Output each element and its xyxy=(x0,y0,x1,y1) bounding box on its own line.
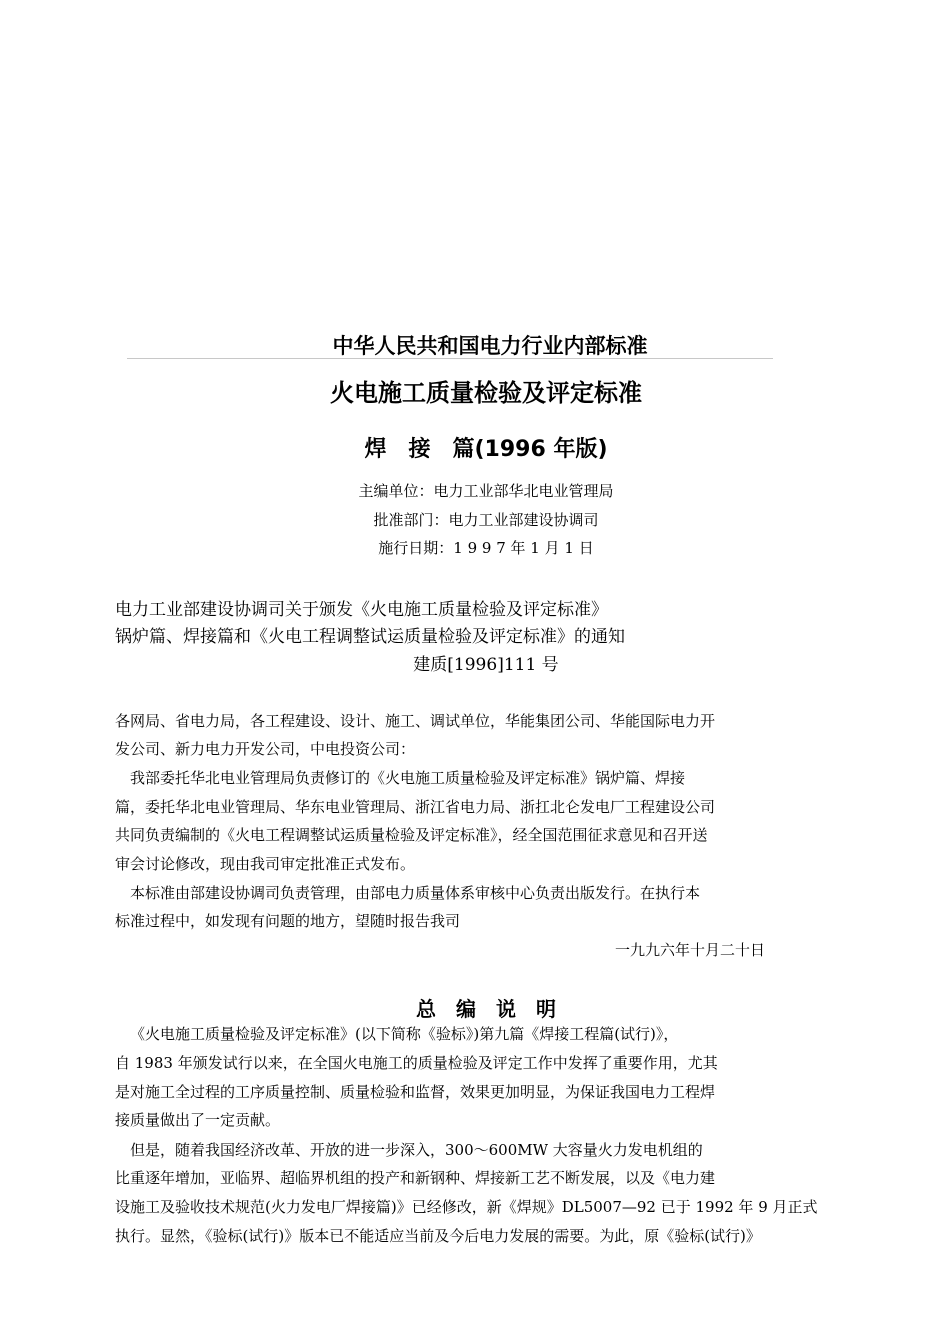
notice-body-line: 我部委托华北电业管理局负责修订的《火电施工质量检验及评定标准》锅炉篇、焊接 xyxy=(130,769,686,787)
standard-name: 中华人民共和国电力行业内部标准 xyxy=(332,334,648,358)
notice-body-line: 本标准由部建设协调司负责管理，由部电力质量体系审核中心负责出版发行。在执行本 xyxy=(130,884,701,902)
general-body-line: 比重逐年增加，亚临界、超临界机组的投产和新钢种、焊接新工艺不断发展，以及《电力建 xyxy=(115,1169,716,1187)
editor-unit: 主编单位：电力工业部华北电业管理局 xyxy=(358,482,614,500)
notice-body-line: 各网局、省电力局，各工程建设、设计、施工、调试单位，华能集团公司、华能国际电力开 xyxy=(115,712,716,730)
notice-body-line: 篇，委托华北电业管理局、华东电业管理局、浙江省电力局、浙扛北仑发电厂工程建设公司 xyxy=(115,798,716,816)
document-number: 建质[1996]111 号 xyxy=(413,655,559,675)
general-body-line: 接质量做出了一定贡献。 xyxy=(115,1111,281,1129)
general-body-line: 设施工及验收技术规范(火力发电厂焊接篇)》已经修改，新《焊规》DL5007—92 已于 1992 年 9 月正式 xyxy=(115,1198,818,1216)
document-subtitle: 焊 接 篇(1996 年版) xyxy=(364,437,608,462)
approval-department: 批准部门：电力工业部建设协调司 xyxy=(373,511,599,529)
notice-body-line: 共同负责编制的《火电工程调整试运质量检验及评定标准》，经全国范围征求意见和召开送 xyxy=(115,826,708,844)
general-body-line: 自 1983 年颁发试行以来，在全国火电施工的质量检验及评定工作中发挥了重要作用，尤其 xyxy=(115,1054,718,1072)
notice-date: 一九九六年十月二十日 xyxy=(614,941,765,959)
general-body-line: 是对施工全过程的工序质量控制、质量检验和监督，效果更加明显，为保证我国电力工程焊 xyxy=(115,1083,716,1101)
notice-body-line: 发公司、新力电力开发公司，中电投资公司： xyxy=(115,740,416,758)
notice-title-line-2: 锅炉篇、焊接篇和《火电工程调整试运质量检验及评定标准》的通知 xyxy=(115,627,625,647)
header-rule xyxy=(127,358,773,359)
document-title: 火电施工质量检验及评定标准 xyxy=(330,379,642,407)
general-body-line: 但是，随着我国经济改革、开放的进一步深入，300～600MW 大容量火力发电机组的 xyxy=(130,1141,703,1159)
notice-body-line: 标准过程中，如发现有问题的地方，望随时报告我司 xyxy=(115,912,461,930)
general-body-line: 执行。显然，《验标(试行)》版本已不能适应当前及今后电力发展的需要。为此，原《验标(试行)》 xyxy=(115,1227,761,1245)
notice-title-line-1: 电力工业部建设协调司关于颁发《火电施工质量检验及评定标准》 xyxy=(115,600,608,620)
effective-date: 施行日期：1 9 9 7 年 1 月 1 日 xyxy=(378,539,594,557)
general-body-line: 《火电施工质量检验及评定标准》(以下简称《验标》)第九篇《焊接工程篇(试行)》， xyxy=(130,1025,679,1043)
section-heading: 总 编 说 明 xyxy=(416,997,556,1021)
notice-body-line: 审会讨论修改，现由我司审定批准正式发布。 xyxy=(115,855,416,873)
